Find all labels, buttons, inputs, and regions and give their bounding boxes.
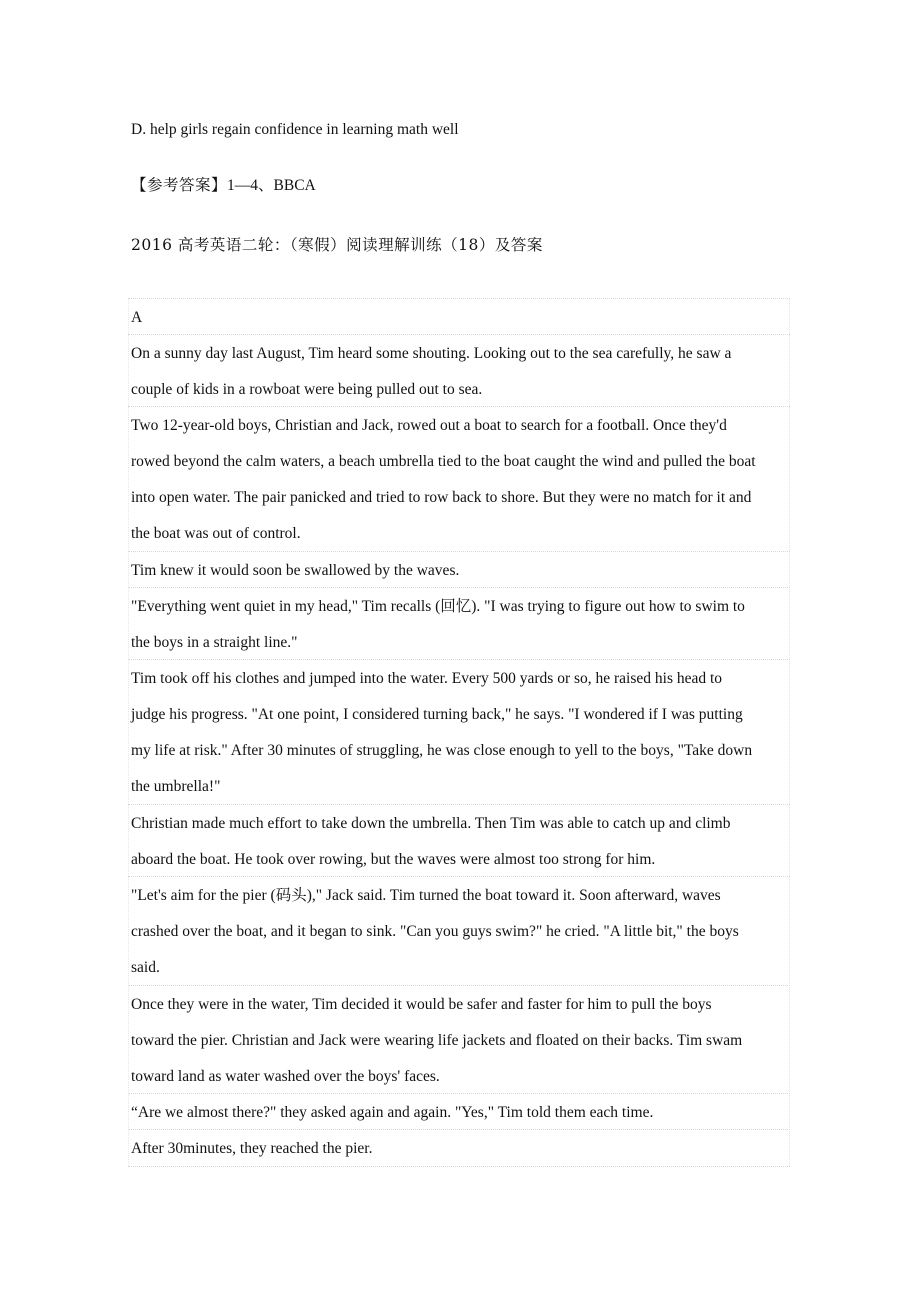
passage-line: into open water. The pair panicked and tried to row back to shore. But they were no match for it and [131,489,752,506]
passage-line: judge his progress. "At one point, I considered turning back," he says. "I wondered if I was putting [131,706,743,723]
passage-line: Once they were in the water, Tim decided it would be safer and faster for him to pull the boys [131,996,712,1013]
passage-line: Tim knew it would soon be swallowed by the waves. [131,562,460,579]
rule [128,985,790,986]
rule [128,659,790,660]
passage-line: Tim took off his clothes and jumped into the water. Every 500 yards or so, he raised his head to [131,670,723,687]
answer-label: 【参考答案】 [131,176,228,194]
passage-line: "Let's aim for the pier (码头)," Jack said. Tim turned the boat toward it. Soon afterward, waves [131,887,721,904]
rule [128,804,790,805]
rule [128,298,790,299]
answer-value: 1—4、BBCA [227,177,316,194]
rule [128,334,790,335]
section-title: 2016 高考英语二轮：（寒假）阅读理解训练（18）及答案 [131,236,543,254]
passage-label: A [131,309,143,326]
passage-border-left [128,298,129,1166]
option-d: D. help girls regain confidence in learning math well [131,121,459,138]
rule [128,406,790,407]
passage-line: couple of kids in a rowboat were being pulled out to sea. [131,381,483,398]
passage-line: my life at risk." After 30 minutes of struggling, he was close enough to yell to the boys, "Take down [131,742,753,759]
passage-line: On a sunny day last August, Tim heard some shouting. Looking out to the sea carefully, he saw a [131,345,732,362]
passage-line: rowed beyond the calm waters, a beach umbrella tied to the boat caught the wind and pulled the boat [131,453,756,470]
rule [128,587,790,588]
passage-line: Christian made much effort to take down the umbrella. Then Tim was able to catch up and climb [131,815,731,832]
rule [128,1093,790,1094]
rule [128,876,790,877]
passage-line: toward land as water washed over the boys' faces. [131,1068,440,1085]
passage-line: Two 12-year-old boys, Christian and Jack, rowed out a boat to search for a football. Once they'd [131,417,727,434]
rule [128,1166,790,1167]
rule [128,1129,790,1130]
passage-line: the boys in a straight line." [131,634,298,651]
passage-line: the boat was out of control. [131,525,301,542]
passage-line: toward the pier. Christian and Jack were wearing life jackets and floated on their backs. Tim swam [131,1032,743,1049]
passage-line: said. [131,959,160,976]
passage-border-right [789,298,790,1166]
rule [128,551,790,552]
answer-key [131,175,316,196]
passage-line: aboard the boat. He took over rowing, but the waves were almost too strong for him. [131,851,656,868]
passage-line: crashed over the boat, and it began to sink. "Can you guys swim?" he cried. "A little bit," the boys [131,923,739,940]
passage-line: “Are we almost there?" they asked again and again. "Yes," Tim told them each time. [131,1104,654,1121]
passage-line: After 30minutes, they reached the pier. [131,1140,373,1157]
passage-line: the umbrella!" [131,778,221,795]
passage-line: "Everything went quiet in my head," Tim recalls (回忆). "I was trying to figure out how to swim to [131,598,745,615]
